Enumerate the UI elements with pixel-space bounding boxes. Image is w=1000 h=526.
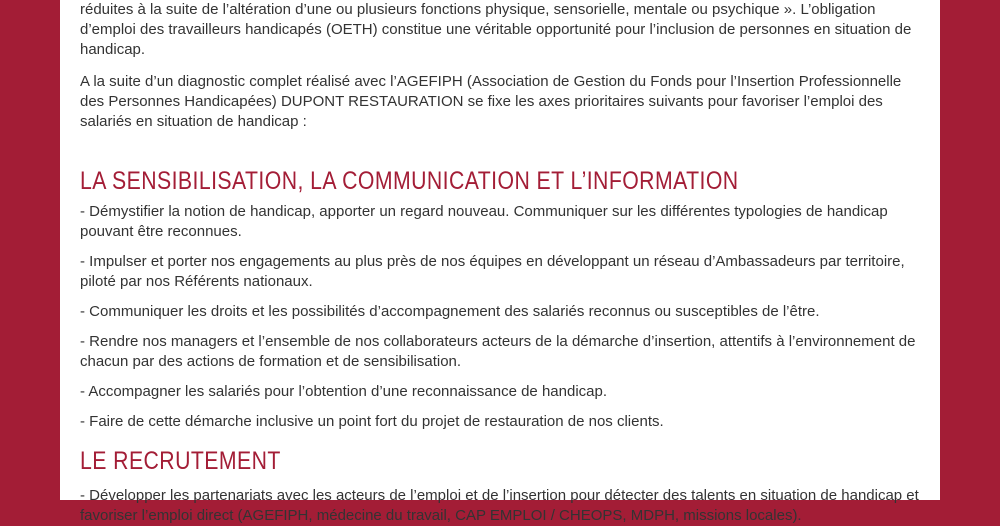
- list-item: - Communiquer les droits et les possibilités d’accompagnement des salariés reconnus ou susceptibles de l’être.: [80, 303, 820, 320]
- diagnostic-paragraph: A la suite d’un diagnostic complet réalisé avec l’AGEFIPH (Association de Gestion du Fonds pour l’Insertion Professionnelle des Personnes Handicapées) DUPONT RESTAURATION se fixe les axes prioritaires suivants pour favoriser l’emploi des salariés en situation de handicap :: [80, 73, 902, 130]
- list-item: - Démystifier la notion de handicap, apporter un regard nouveau. Communiquer sur les différentes typologies de handicap pouvant être reconnues.: [80, 203, 888, 240]
- list-item: - Développer les partenariats avec les acteurs de l’emploi et de l’insertion pour détecter des talents en situation de handicap et favoriser l’emploi direct (AGEFIPH, médecine du travail, CAP EMPLOI / CHEOPS, MDPH, missions locales).: [80, 487, 919, 524]
- section-heading-recrutement: LE RECRUTEMENT: [80, 447, 281, 475]
- list-item: - Faire de cette démarche inclusive un point fort du projet de restauration de nos clients.: [80, 413, 664, 430]
- list-item: - Accompagner les salariés pour l’obtention d’une reconnaissance de handicap.: [80, 383, 607, 400]
- section-heading-sensibilisation: LA SENSIBILISATION, LA COMMUNICATION ET L’INFORMATION: [80, 167, 739, 195]
- sensibilisation-list: [80, 202, 920, 432]
- list-item: - Impulser et porter nos engagements au plus près de nos équipes en développant un réseau d’Ambassadeurs par territoire, piloté par nos Référents nationaux.: [80, 253, 905, 290]
- document-content: [80, 0, 920, 526]
- recrutement-list: [80, 486, 920, 526]
- list-item: - Rendre nos managers et l’ensemble de nos collaborateurs acteurs de la démarche d’insertion, attentifs à l’environnement de chacun par des actions de formation et de sensibilisation.: [80, 333, 916, 370]
- document-page: [60, 0, 940, 524]
- intro-paragraph: réduites à la suite de l’altération d’une ou plusieurs fonctions physique, sensorielle, mentale ou psychique ». L’obligation d’emploi des travailleurs handicapés (OETH) constitue une véritable opportunité pour l’inclusion de personnes en situation de handicap.: [80, 1, 912, 58]
